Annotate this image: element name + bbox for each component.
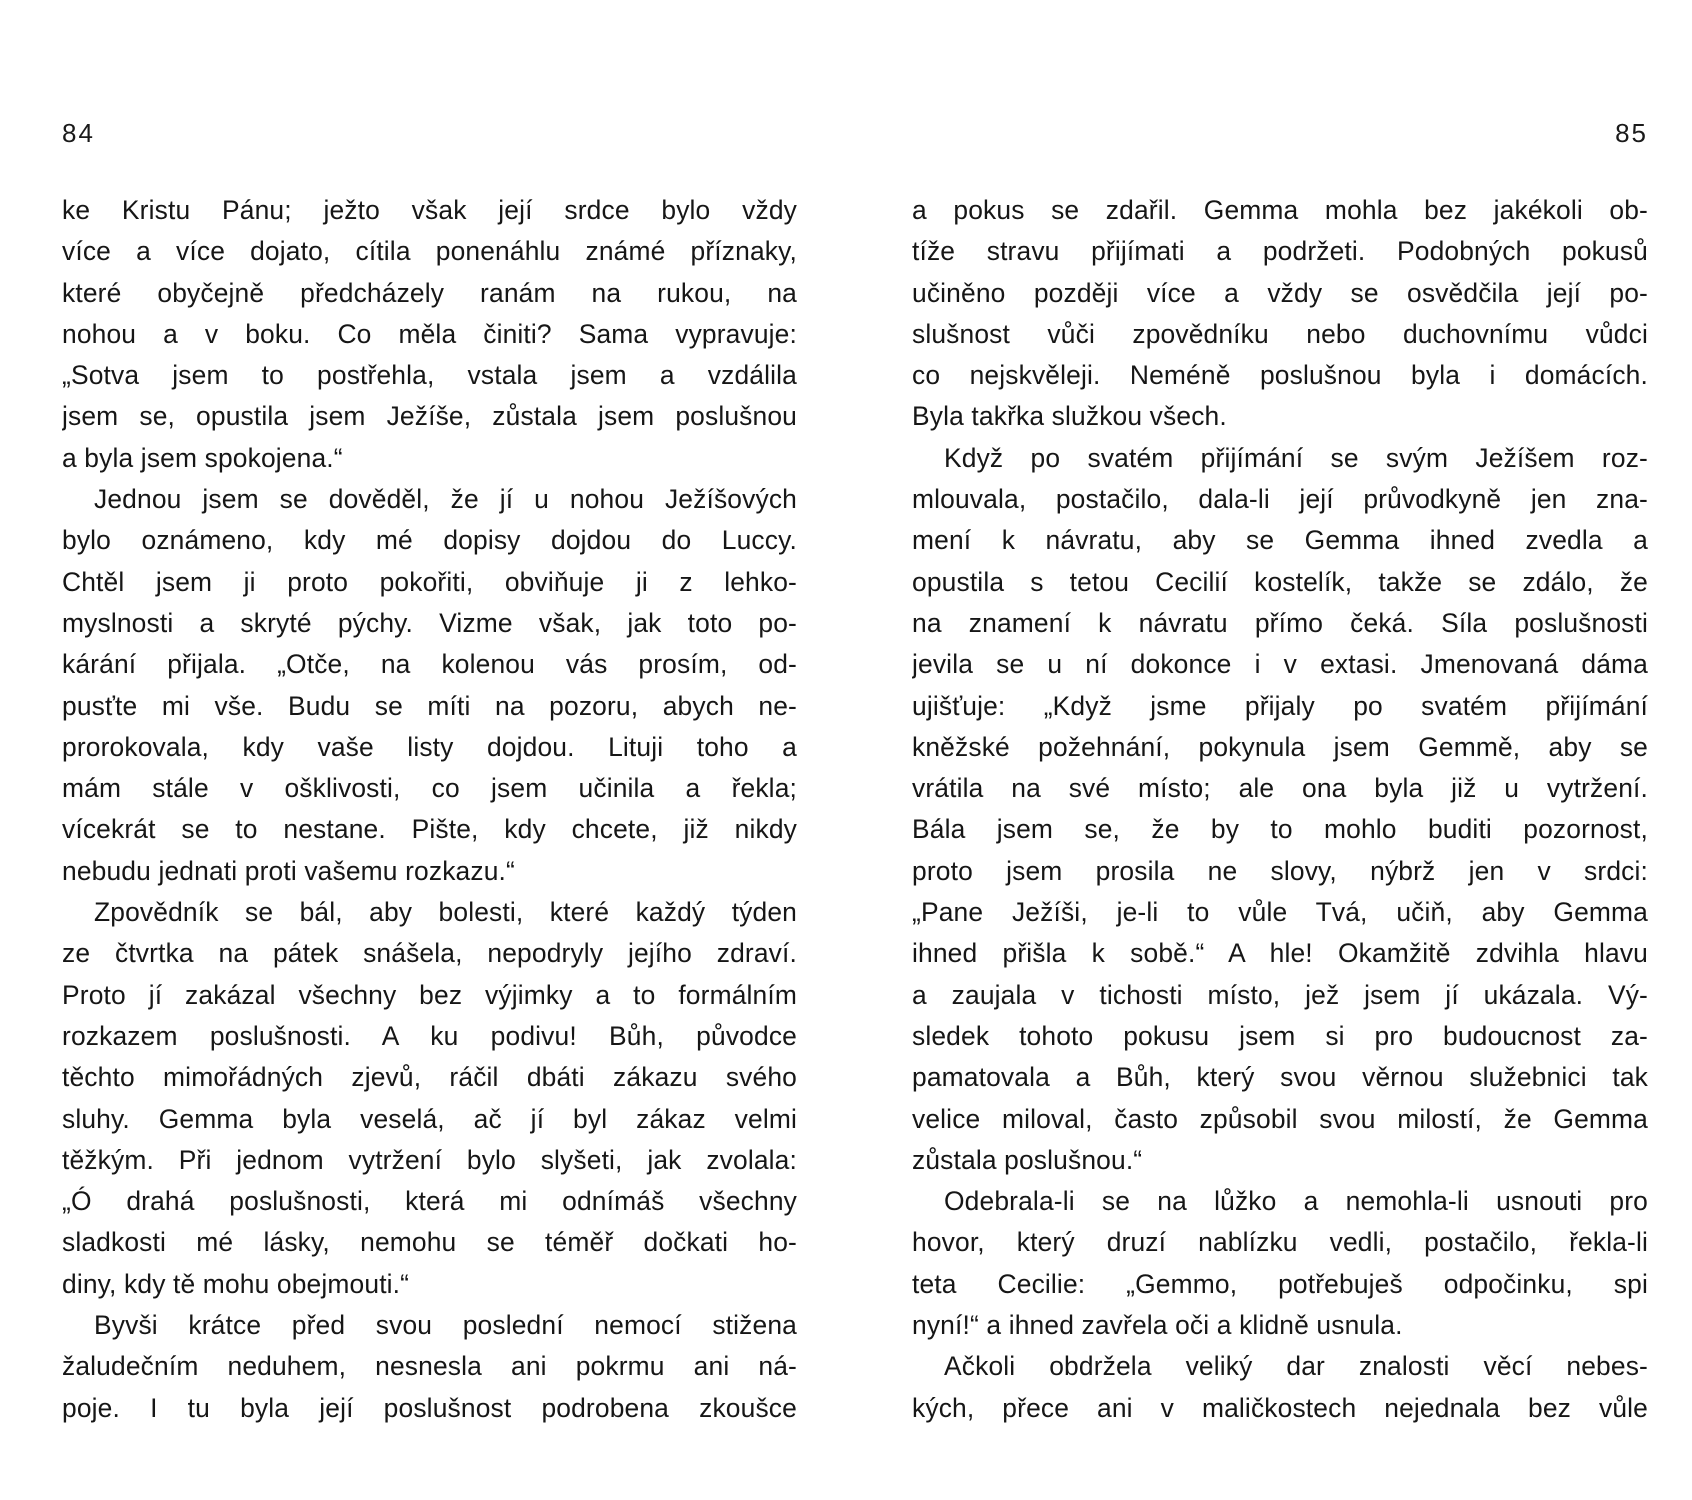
text-line: na znamení k návratu přímo čeká. Síla poslušnosti xyxy=(912,607,1648,638)
text-line: nyní!“ a ihned zavřela oči a klidně usnula. xyxy=(912,1310,1403,1341)
text-line: „Sotva jsem to postřehla, vstala jsem a vzdálila xyxy=(62,360,797,391)
text-line: žaludečním neduhem, nesnesla ani pokrmu ani ná- xyxy=(62,1351,797,1382)
text-line: mení k návratu, aby se Gemma ihned zvedla a xyxy=(912,525,1648,556)
text-line: poje. I tu byla její poslušnost podrobena zkoušce xyxy=(62,1392,797,1423)
text-line: učiněno později více a vždy se osvědčila její po- xyxy=(912,277,1648,308)
text-line: sluhy. Gemma byla veselá, ač jí byl zákaz velmi xyxy=(62,1103,797,1134)
left-page xyxy=(62,0,797,1500)
text-line: ke Kristu Pánu; ježto však její srdce bylo vždy xyxy=(62,195,797,225)
text-line: tíže stravu přijímati a podržeti. Podobných pokusů xyxy=(912,236,1648,267)
text-line: Proto jí zakázal všechny bez výjimky a to formálním xyxy=(62,979,797,1010)
text-line: co nejskvěleji. Neméně poslušnou byla i domácích. xyxy=(912,360,1648,391)
text-line: myslnosti a skryté pýchy. Vizme však, jak toto po- xyxy=(62,607,797,638)
text-line: ujišťuje: „Když jsme přijaly po svatém přijímání xyxy=(912,690,1648,721)
text-line: rozkazem poslušnosti. A ku podivu! Bůh, původce xyxy=(62,1020,797,1051)
text-line: a zaujala v tichosti místo, jež jsem jí ukázala. Vý- xyxy=(912,979,1648,1010)
text-line: Jednou jsem se dověděl, že jí u nohou Ježíšových xyxy=(94,484,797,515)
text-line: Ačkoli obdržela veliký dar znalosti věcí nebes- xyxy=(944,1351,1648,1382)
text-line: vícekrát se to nestane. Pište, kdy chcete, již nikdy xyxy=(62,814,797,845)
text-line: Byvši krátce před svou poslední nemocí stižena xyxy=(94,1310,797,1341)
text-line: bylo oznámeno, kdy mé dopisy dojdou do Luccy. xyxy=(62,525,797,556)
text-line: Bála jsem se, že by to mohlo buditi pozornost, xyxy=(912,814,1648,845)
text-line: „Ó drahá poslušnosti, která mi odnímáš všechny xyxy=(62,1186,797,1217)
text-line: Chtěl jsem ji proto pokořiti, obviňuje ji z lehko- xyxy=(62,566,797,597)
text-line: sladkosti mé lásky, nemohu se téměř dočkati ho- xyxy=(62,1227,797,1258)
left-page-text xyxy=(62,190,797,1429)
text-line: proto jsem prosila ne slovy, nýbrž jen v srdci: xyxy=(912,855,1648,886)
text-line: Zpovědník se bál, aby bolesti, které každý týden xyxy=(94,897,797,928)
text-line: které obyčejně předcházely ranám na rukou, na xyxy=(62,277,797,308)
text-line: jevila se u ní dokonce i v extasi. Jmenovaná dáma xyxy=(912,649,1648,680)
text-line: slušnost vůči zpovědníku nebo duchovnímu vůdci xyxy=(912,318,1648,349)
text-line: a pokus se zdařil. Gemma mohla bez jakékoli ob- xyxy=(912,195,1648,225)
text-line: ihned přišla k sobě.“ A hle! Okamžitě zdvihla hlavu xyxy=(912,938,1648,969)
text-line: „Pane Ježíši, je-li to vůle Tvá, učiň, aby Gemma xyxy=(912,897,1648,928)
text-line: teta Cecilie: „Gemmo, potřebuješ odpočinku, spi xyxy=(912,1268,1648,1299)
text-line: prorokovala, kdy vaše listy dojdou. Lituji toho a xyxy=(62,731,797,762)
text-line: zůstala poslušnou.“ xyxy=(912,1144,1143,1175)
text-line: těžkým. Při jednom vytržení bylo slyšeti, jak zvolala: xyxy=(62,1144,797,1175)
right-page-text xyxy=(912,190,1648,1429)
text-line: kých, přece ani v maličkostech nejednala bez vůle xyxy=(912,1392,1648,1423)
text-line: pusťte mi vše. Budu se míti na pozoru, abych ne- xyxy=(62,690,797,721)
text-line: pamatovala a Bůh, který svou věrnou služebnici tak xyxy=(912,1062,1648,1093)
text-line: Když po svatém přijímání se svým Ježíšem roz- xyxy=(944,442,1648,473)
text-line: opustila s tetou Cecilií kostelík, takže se zdálo, že xyxy=(912,566,1648,597)
text-line: hovor, který druzí nablízku vedli, postačilo, řekla-li xyxy=(912,1227,1648,1258)
text-line: kněžské požehnání, pokynula jsem Gemmě, aby se xyxy=(912,731,1648,762)
text-line: sledek tohoto pokusu jsem si pro budoucnost za- xyxy=(912,1020,1648,1051)
text-line: mám stále v ošklivosti, co jsem učinila a řekla; xyxy=(62,773,797,804)
text-line: těchto mimořádných zjevů, ráčil dbáti zákazu svého xyxy=(62,1062,797,1093)
right-page xyxy=(912,0,1648,1500)
text-line: mlouvala, postačilo, dala-li její průvodkyně jen zna- xyxy=(912,484,1648,515)
text-line: vrátila na své místo; ale ona byla již u vytržení. xyxy=(912,773,1648,804)
text-line: Byla takřka služkou všech. xyxy=(912,401,1227,432)
text-line: kárání přijala. „Otče, na kolenou vás prosím, od- xyxy=(62,649,797,680)
text-line: nebudu jednati proti vašemu rozkazu.“ xyxy=(62,855,515,886)
text-line: diny, kdy tě mohu obejmouti.“ xyxy=(62,1268,410,1299)
text-line: Odebrala-li se na lůžko a nemohla-li usnouti pro xyxy=(944,1186,1648,1217)
page-number-right: 85 xyxy=(1615,118,1648,148)
text-line: nohou a v boku. Co měla činiti? Sama vypravuje: xyxy=(62,318,797,349)
page-number-left: 84 xyxy=(62,118,95,148)
text-line: více a více dojato, cítila ponenáhlu známé příznaky, xyxy=(62,236,797,267)
text-line: ze čtvrtka na pátek snášela, nepodryly jejího zdraví. xyxy=(62,938,797,969)
text-line: a byla jsem spokojena.“ xyxy=(62,442,343,473)
text-line: jsem se, opustila jsem Ježíše, zůstala jsem poslušnou xyxy=(62,401,797,432)
text-line: velice miloval, často způsobil svou milostí, že Gemma xyxy=(912,1103,1648,1134)
